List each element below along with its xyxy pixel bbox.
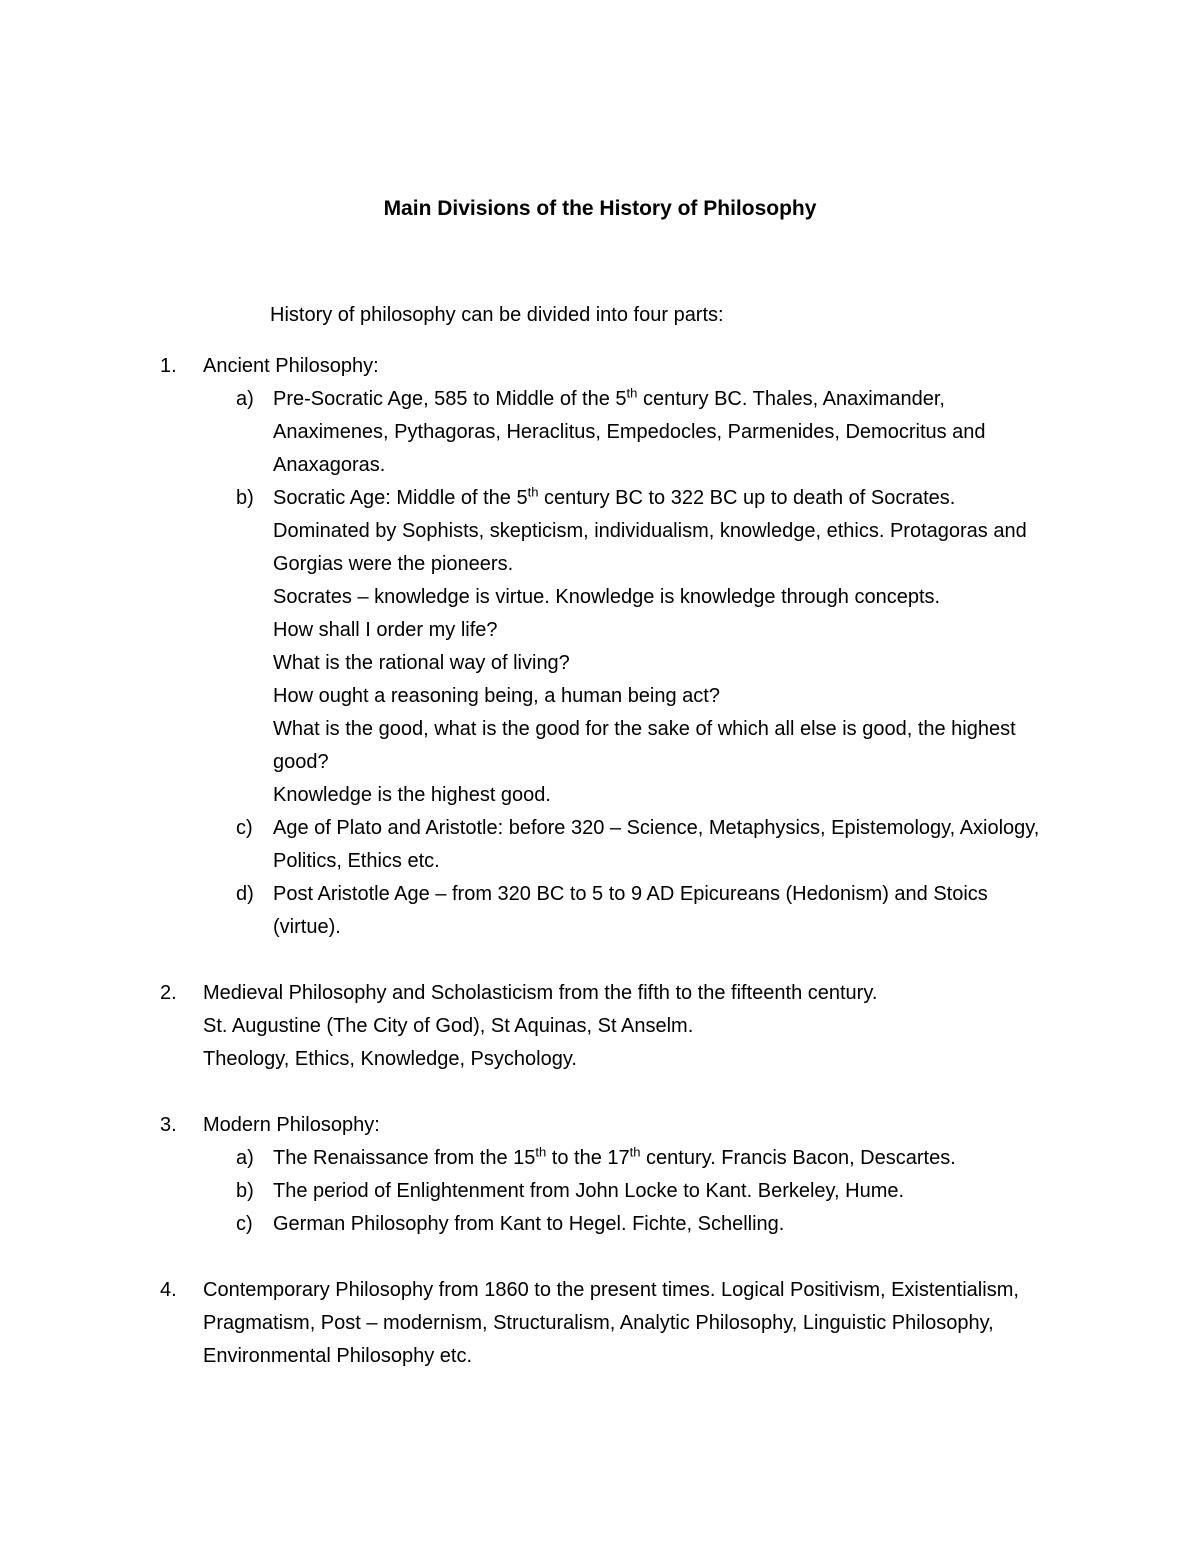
item-extra-line: What is the rational way of living? (273, 652, 570, 674)
list-item (0, 383, 1200, 482)
item-text: The Renaissance from the 15th to the 17th century. Francis Bacon, Descartes. (273, 1144, 956, 1169)
item-extra-line: What is the good, what is the good for the sake of which all else is good, the highest good? (273, 718, 1016, 773)
section-heading (0, 1109, 1200, 1142)
intro-paragraph: History of philosophy can be divided into four parts: (270, 304, 724, 326)
section-modern (0, 1109, 1200, 1241)
list-item (0, 812, 1200, 878)
item-letter: c) (236, 1213, 253, 1235)
section-line: St. Augustine (The City of God), St Aquinas, St Anselm. (203, 1015, 694, 1037)
item-text: Pre-Socratic Age, 585 to Middle of the 5th century BC. Thales, Anaximander, Anaximenes, Pythagoras, Heraclitus, Empedocles, Parmenides, Democritus and Anaxagoras. (273, 385, 986, 476)
list-item (0, 1142, 1200, 1175)
item-text: Age of Plato and Aristotle: before 320 – Science, Metaphysics, Epistemology, Axiology, Politics, Ethics etc. (273, 817, 1040, 872)
item-letter: b) (236, 1180, 254, 1202)
section-heading (0, 350, 1200, 383)
section-number: 4. (160, 1279, 177, 1301)
section-ancient (0, 350, 1200, 944)
item-extra-line: How ought a reasoning being, a human being act? (273, 685, 720, 707)
section-heading-text: Ancient Philosophy: (203, 355, 379, 377)
item-letter: c) (236, 817, 253, 839)
section-number: 2. (160, 982, 177, 1004)
list-item (0, 878, 1200, 944)
item-text: Post Aristotle Age – from 320 BC to 5 to 9 AD Epicureans (Hedonism) and Stoics (virtue). (273, 883, 988, 938)
section-heading (0, 977, 1200, 1010)
section-heading (0, 1274, 1200, 1373)
section-number: 3. (160, 1114, 177, 1136)
list-item (0, 1175, 1200, 1208)
item-letter: a) (236, 1147, 254, 1169)
section-number: 1. (160, 355, 177, 377)
item-text: German Philosophy from Kant to Hegel. Fichte, Schelling. (273, 1213, 785, 1235)
document-title: Main Divisions of the History of Philosophy (383, 197, 817, 220)
item-extra-line: Socrates – knowledge is virtue. Knowledge is knowledge through concepts. (273, 586, 941, 608)
item-letter: d) (236, 883, 254, 905)
section-line: Theology, Ethics, Knowledge, Psychology. (203, 1048, 577, 1070)
item-text: Socratic Age: Middle of the 5th century BC to 322 BC up to death of Socrates. Dominated by Sophists, skepticism, individualism, knowledge, ethics. Protagoras and Gorgias were the pioneers. (273, 484, 1027, 575)
item-letter: a) (236, 388, 254, 410)
item-extra-line: How shall I order my life? (273, 619, 498, 641)
item-text: The period of Enlightenment from John Locke to Kant. Berkeley, Hume. (273, 1180, 905, 1202)
section-contemporary (0, 1274, 1200, 1373)
section-heading-text: Medieval Philosophy and Scholasticism from the fifth to the fifteenth century. (203, 982, 878, 1004)
section-heading-text: Contemporary Philosophy from 1860 to the present times. Logical Positivism, Existentialism, Pragmatism, Post – modernism, Structuralism, Analytic Philosophy, Linguistic Philosophy, Environmental Philosophy etc. (203, 1279, 1019, 1367)
item-letter: b) (236, 487, 254, 509)
divisions-list (0, 350, 1200, 1406)
item-extra-line: Knowledge is the highest good. (273, 784, 551, 806)
list-item (0, 1208, 1200, 1241)
list-item (0, 482, 1200, 812)
section-medieval (0, 977, 1200, 1076)
section-heading-text: Modern Philosophy: (203, 1114, 380, 1136)
